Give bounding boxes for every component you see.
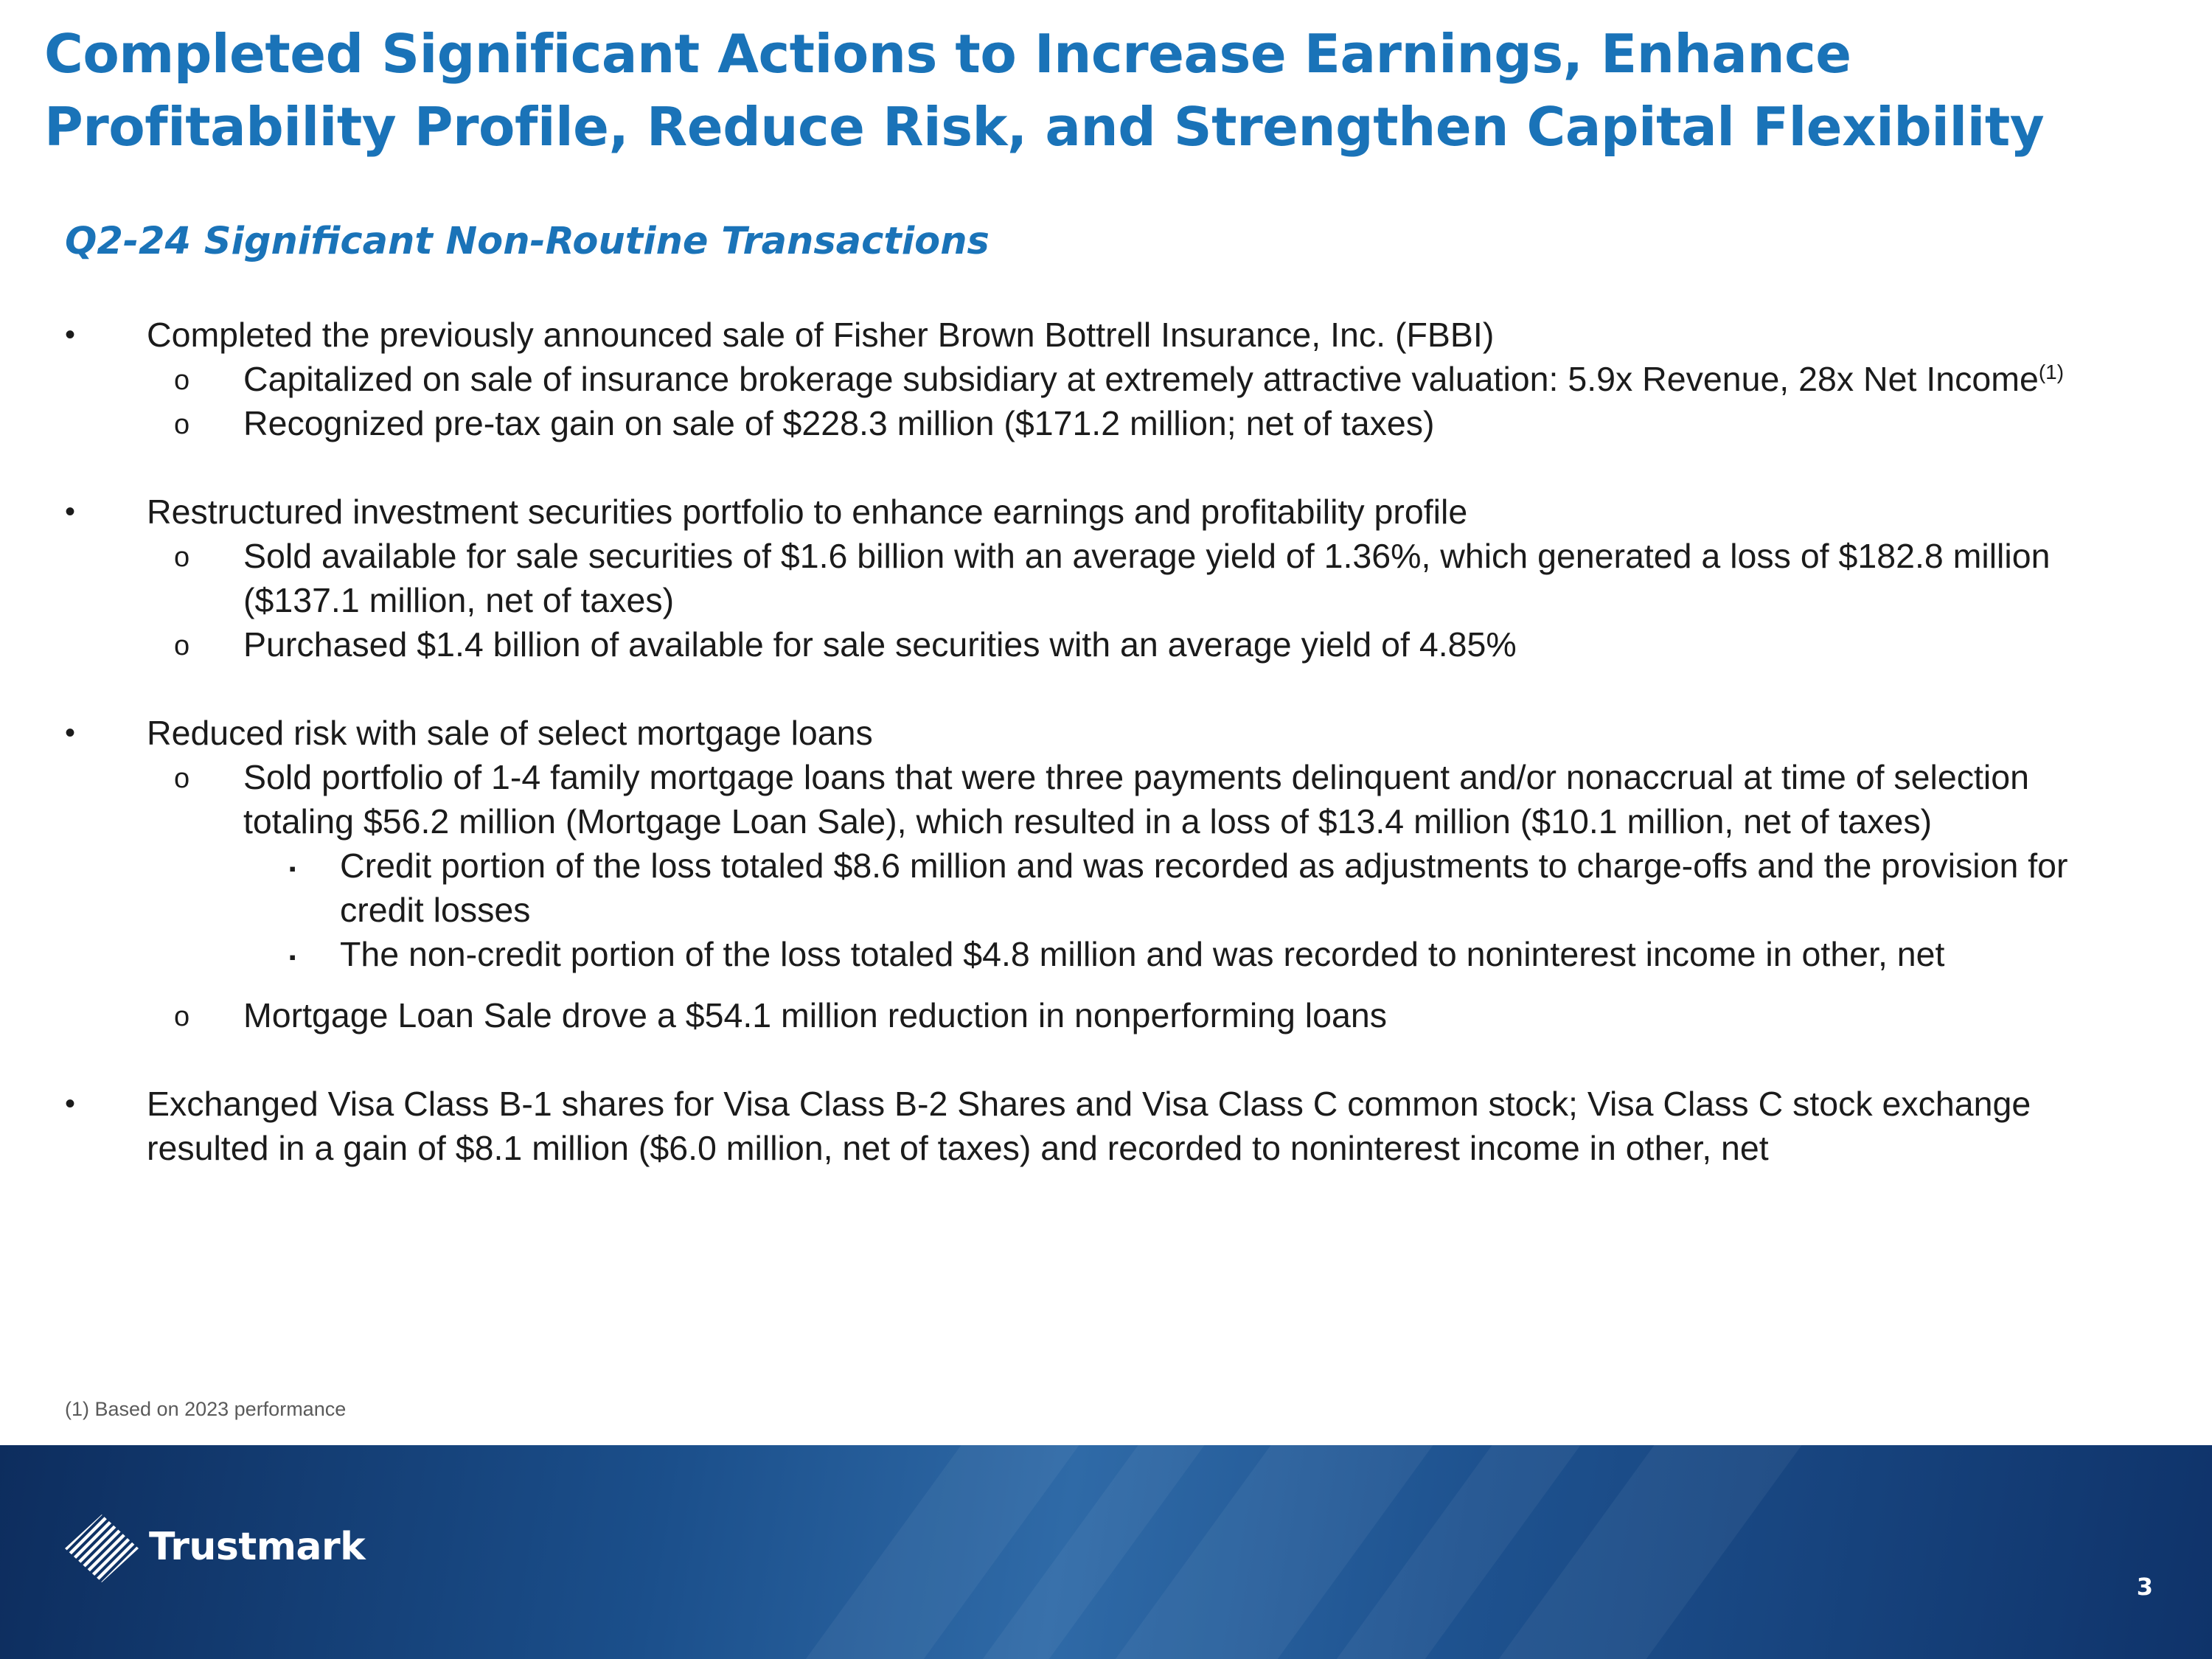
sub-bullet-item (0, 534, 2131, 622)
footer-band (0, 1445, 2212, 1659)
sub-bullet-marker: o (174, 365, 190, 396)
sub-bullet-item (0, 622, 2131, 667)
square-bullet-marker: ▪ (289, 946, 296, 968)
bullet-text: Reduced risk with sale of select mortgage loans (147, 714, 873, 752)
sub-sub-bullet-text: Credit portion of the loss totaled $8.6 million and was recorded as adjustments to charge-offs and the provision for credit losses (340, 846, 2068, 929)
footnote: (1) Based on 2023 performance (65, 1398, 347, 1420)
bullet-item (0, 711, 2138, 755)
sub-bullet-item (0, 755, 2131, 844)
bullet-item (0, 490, 2138, 534)
logo-wordmark: Trustmark (149, 1525, 366, 1569)
sub-bullet-item (0, 401, 2131, 445)
sub-bullet-marker: o (174, 542, 190, 573)
bullet-marker: • (65, 1088, 76, 1120)
page-number: 3 (2136, 1573, 2153, 1601)
bullet-marker: • (65, 319, 76, 351)
trustmark-logo-icon (63, 1513, 140, 1584)
sub-sub-bullet-item (0, 844, 2095, 932)
page-title: Completed Significant Actions to Increase Earnings, Enhance Profitability Profile, Reduce Risk, and Strengthen Capital Flexibility (44, 23, 2045, 158)
sub-bullet-marker: o (174, 630, 190, 661)
bullet-text: Exchanged Visa Class B-1 shares for Visa Class B-2 Shares and Visa Class C common stock; Visa Class C stock exchange resulted in a gain of $8.1 million ($6.0 million, net of taxes) and recorded to noninterest income in other, net (147, 1085, 2031, 1167)
bullet-item (0, 1082, 2138, 1170)
footnote-reference: (1) (2038, 361, 2065, 383)
bullet-content (0, 313, 2212, 1170)
sub-bullet-item (0, 357, 2131, 401)
sub-bullet-text: Capitalized on sale of insurance brokerage subsidiary at extremely attractive valuation: 5.9x Revenue, 28x Net Income (243, 360, 2039, 398)
sub-bullet-item (0, 993, 2131, 1037)
sub-bullet-marker: o (174, 763, 190, 794)
sub-bullet-text: Mortgage Loan Sale drove a $54.1 million reduction in nonperforming loans (243, 996, 1387, 1034)
spacer (0, 445, 2212, 490)
sub-bullet-marker: o (174, 1001, 190, 1032)
square-bullet-marker: ▪ (289, 858, 296, 880)
bullet-marker: • (65, 717, 76, 749)
section-subtitle: Q2-24 Significant Non-Routine Transactions (65, 220, 990, 263)
spacer (0, 976, 2212, 993)
spacer (0, 667, 2212, 711)
bullet-item (0, 313, 2138, 357)
sub-bullet-text: Recognized pre-tax gain on sale of $228.3 million ($171.2 million; net of taxes) (243, 404, 1435, 442)
bullet-marker: • (65, 495, 76, 528)
sub-bullet-marker: o (174, 409, 190, 440)
bullet-text: Restructured investment securities portfolio to enhance earnings and profitability profile (147, 493, 1468, 531)
sub-bullet-text: Sold portfolio of 1-4 family mortgage loans that were three payments delinquent and/or nonaccrual at time of selection totaling $56.2 million (Mortgage Loan Sale), which resulted in a loss of $13.4 million ($10.1 million, net of taxes) (243, 758, 2029, 841)
sub-bullet-text: Sold available for sale securities of $1.6 billion with an average yield of 1.36%, which generated a loss of $182.8 million ($137.1 million, net of taxes) (243, 537, 2051, 619)
bullet-text: Completed the previously announced sale of Fisher Brown Bottrell Insurance, Inc. (FBBI) (147, 316, 1495, 354)
spacer (0, 1037, 2212, 1082)
sub-sub-bullet-item (0, 932, 2095, 976)
sub-sub-bullet-text: The non-credit portion of the loss totaled $4.8 million and was recorded to noninterest income in other, net (340, 935, 1945, 973)
sub-bullet-text: Purchased $1.4 billion of available for sale securities with an average yield of 4.85% (243, 625, 1517, 664)
